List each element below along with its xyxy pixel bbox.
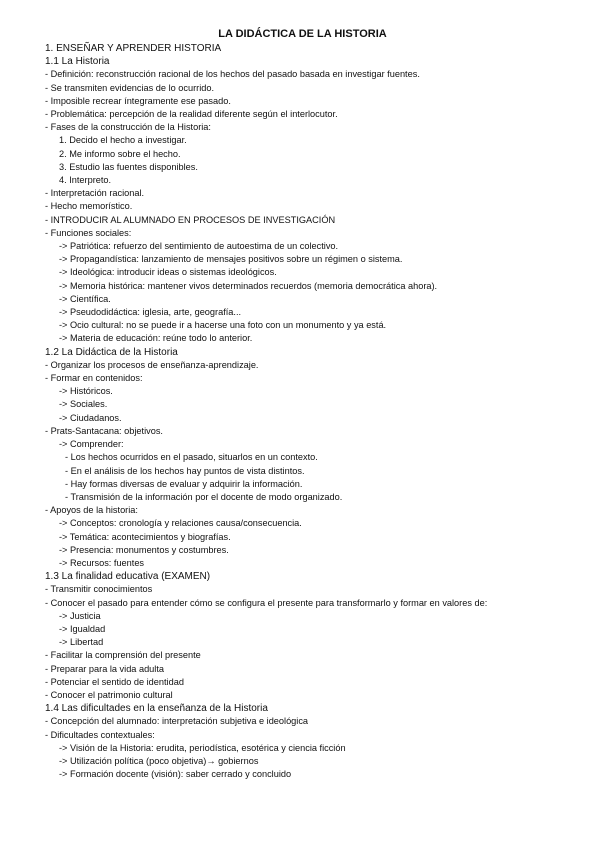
sub-bullet-item: -> Pseudodidáctica: iglesia, arte, geografía... [59,307,242,318]
bullet-item: - Fases de la construcción de la Historia: [45,122,211,133]
sub-bullet-item: -> Justicia [59,610,101,621]
sub-bullet-item: -> Temática: acontecimientos y biografías. [59,531,231,542]
nested-bullet-item: - Los hechos ocurridos en el pasado, situarlos en un contexto. [65,452,318,463]
bullet-item: - INTRODUCIR AL ALUMNADO EN PROCESOS DE INVESTIGACIÓN [45,214,336,225]
sub-bullet-item: -> Conceptos: cronología y relaciones causa/consecuencia. [59,518,302,529]
bullet-item: - Facilitar la comprensión del presente [45,650,201,661]
bullet-item: - Formar en contenidos: [45,373,143,384]
sub-bullet-item: -> Ideológica: introducir ideas o sistemas ideológicos. [59,267,277,278]
bullet-item: - Definición: reconstrucción racional de los hechos del pasado basada en investigar fuentes. [45,69,420,80]
sub-bullet-item: 3. Estudio las fuentes disponibles. [59,161,198,172]
sub-bullet-item: -> Visión de la Historia: erudita, periodística, esotérica y ciencia ficción [59,742,346,753]
document-title: LA DIDÁCTICA DE LA HISTORIA [218,28,387,40]
sub-bullet-item: -> Ciudadanos. [59,412,122,423]
sub-bullet-item: -> Libertad [59,637,104,648]
subsection-heading: 1.2 La Didáctica de la Historia [45,346,178,358]
section-heading: 1. ENSEÑAR Y APRENDER HISTORIA [45,43,222,54]
sub-bullet-item: -> Ocio cultural: no se puede ir a hacerse una foto con un monumento y ya está. [59,320,387,331]
sub-bullet-item: -> Científica. [59,293,111,304]
bullet-item: - Transmitir conocimientos [45,584,153,595]
sub-bullet-item: -> Comprender: [59,439,124,450]
bullet-item: - Apoyos de la historia: [45,505,138,516]
sub-bullet-item: 1. Decido el hecho a investigar. [59,135,187,146]
sub-bullet-item: -> Presencia: monumentos y costumbres. [59,544,229,555]
sub-bullet-item: -> Formación docente (visión): saber cerrado y concluido [59,769,292,780]
sub-bullet-item: -> Históricos. [59,386,113,397]
subsection-heading: 1.4 Las dificultades en la enseñanza de la Historia [45,703,268,715]
bullet-item: - Concepción del alumnado: interpretación subjetiva e ideológica [45,716,309,727]
sub-bullet-item: -> Igualdad [59,623,106,634]
sub-bullet-item: -> Patriótica: refuerzo del sentimiento de autoestima de un colectivo. [59,241,339,252]
subsection-heading: 1.1 La Historia [45,56,110,68]
bullet-item: - Prats-Santacana: objetivos. [45,425,163,436]
sub-bullet-item: -> Materia de educación: reúne todo lo anterior. [59,333,253,344]
bullet-item: - Conocer el pasado para entender cómo se configura el presente para transformarlo y formar en valores de: [45,597,488,608]
sub-bullet-item: -> Sociales. [59,399,108,410]
bullet-item: - Preparar para la vida adulta [45,663,164,674]
nested-bullet-item: - Transmisión de la información por el docente de modo organizado. [65,491,343,502]
bullet-item: - Interpretación racional. [45,188,145,199]
bullet-item: - Dificultades contextuales: [45,729,155,740]
document-body [45,42,560,781]
bullet-item: - Problemática: percepción de la realidad diferente según el interlocutor. [45,109,338,120]
sub-bullet-item: -> Recursos: fuentes [59,557,145,568]
bullet-item: - Funciones sociales: [45,227,132,238]
bullet-item: - Hecho memorístico. [45,201,133,212]
sub-bullet-item: -> Memoria histórica: mantener vivos determinados recuerdos (memoria democrática ahora). [59,280,438,291]
subsection-heading: 1.3 La finalidad educativa (EXAMEN) [45,571,211,583]
bullet-item: - Imposible recrear íntegramente ese pasado. [45,95,231,106]
sub-bullet-item: 4. Interpreto. [59,175,112,186]
nested-bullet-item: - Hay formas diversas de evaluar y adquirir la información. [65,478,303,489]
sub-bullet-item: 2. Me informo sobre el hecho. [59,148,181,159]
bullet-item: - Conocer el patrimonio cultural [45,689,173,700]
nested-bullet-item: - En el análisis de los hechos hay puntos de vista distintos. [65,465,305,476]
bullet-item: - Potenciar el sentido de identidad [45,676,184,687]
sub-bullet-item: -> Utilización política (poco objetiva)→ gobiernos [59,755,259,766]
bullet-item: - Organizar los procesos de enseñanza-aprendizaje. [45,359,259,370]
sub-bullet-item: -> Propagandística: lanzamiento de mensajes positivos sobre un régimen o sistema. [59,254,403,265]
bullet-item: - Se transmiten evidencias de lo ocurrido. [45,82,215,93]
